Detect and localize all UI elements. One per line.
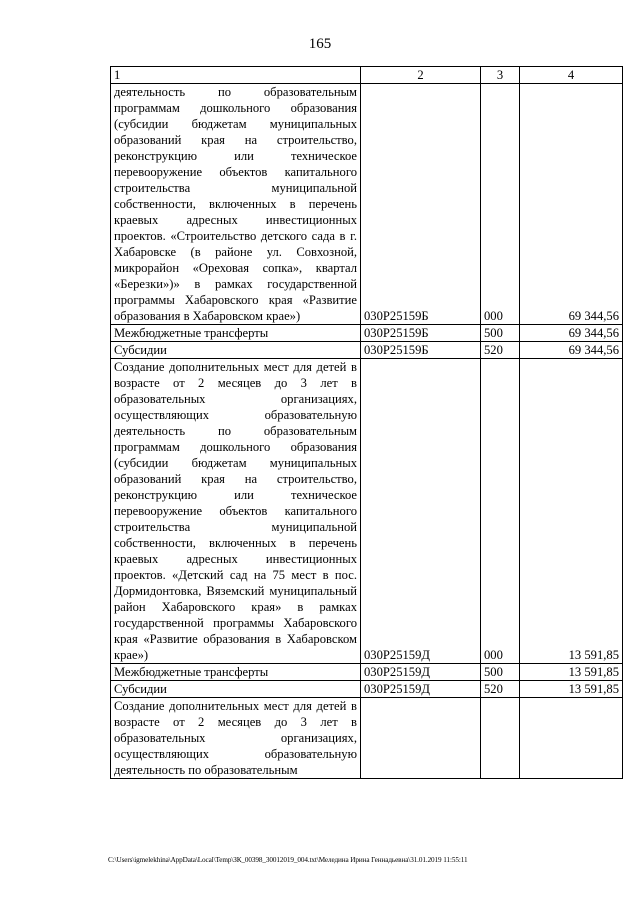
row-expense-type: [481, 698, 520, 779]
table-row: [111, 84, 623, 325]
row-description: Создание дополнительных мест для детей в возрасте от 2 месяцев до 3 лет в образовательных организациях, осуществляющих образовательную деятельность по образовательным программам дошкольного образования (субсидии бюджетам муниципальных образований края на строительство, реконструкцию или техническое перевооружение объектов капитального строительства муниципальной собственности, включенных в перечень краевых адресных инвестиционных проектов. «Детский сад на 75 мест в пос. Дормидонтовка, Вяземский муниципальный район Хабаровского края» в рамках государственной программы Хабаровского края «Развитие образования в Хабаровском крае»): [111, 359, 361, 664]
table-row: [111, 698, 623, 779]
row-target-code: 030Р25159Б: [361, 342, 481, 359]
table-row: [111, 359, 623, 664]
row-expense-type: 500: [481, 325, 520, 342]
header-col-3: 3: [481, 67, 520, 84]
row-description: Межбюджетные трансферты: [111, 664, 361, 681]
row-target-code: 030Р25159Д: [361, 681, 481, 698]
page-number: 165: [308, 36, 332, 52]
row-amount: [520, 698, 623, 779]
row-amount: 13 591,85: [520, 664, 623, 681]
row-expense-type: 500: [481, 664, 520, 681]
budget-table: [110, 66, 623, 779]
row-description: деятельность по образовательным программам дошкольного образования (субсидии бюджетам муниципальных образований края на строительство, реконструкцию или техническое перевооружение объектов капитального строительства муниципальной собственности, включенных в перечень краевых адресных инвестиционных проектов. «Строительство детского сада в г. Хабаровске (в районе ул. Совхозной, микрорайон «Ореховая сопка», квартал «Березки»)» в рамках государственной программы Хабаровского края «Развитие образования в Хабаровском крае»): [111, 84, 361, 325]
row-target-code: [361, 698, 481, 779]
row-target-code: 030Р25159Б: [361, 325, 481, 342]
row-amount: 69 344,56: [520, 342, 623, 359]
header-col-2: 2: [361, 67, 481, 84]
table-row: [111, 325, 623, 342]
row-amount: 13 591,85: [520, 681, 623, 698]
row-amount: 69 344,56: [520, 325, 623, 342]
row-target-code: 030Р25159Б: [361, 84, 481, 325]
row-description: Субсидии: [111, 681, 361, 698]
row-amount: 13 591,85: [520, 359, 623, 664]
document-path-footer: C:\Users\igmelekhina\AppData\Local\Temp\ЗК_00398_30012019_004.txt\Меледина Ирина Геннадьевна\31.01.2019 11:55:11: [108, 856, 468, 864]
row-expense-type: 520: [481, 342, 520, 359]
row-description: Межбюджетные трансферты: [111, 325, 361, 342]
row-amount: 69 344,56: [520, 84, 623, 325]
row-target-code: 030Р25159Д: [361, 359, 481, 664]
row-description: Субсидии: [111, 342, 361, 359]
row-expense-type: 000: [481, 359, 520, 664]
header-col-1: 1: [111, 67, 361, 84]
header-col-4: 4: [520, 67, 623, 84]
table-row: [111, 681, 623, 698]
table-row: [111, 342, 623, 359]
row-expense-type: 520: [481, 681, 520, 698]
table-header-row: [111, 67, 623, 84]
row-expense-type: 000: [481, 84, 520, 325]
row-target-code: 030Р25159Д: [361, 664, 481, 681]
row-description: Создание дополнительных мест для детей в возрасте от 2 месяцев до 3 лет в образовательных организациях, осуществляющих образовательную деятельность по образовательным: [111, 698, 361, 779]
table-row: [111, 664, 623, 681]
